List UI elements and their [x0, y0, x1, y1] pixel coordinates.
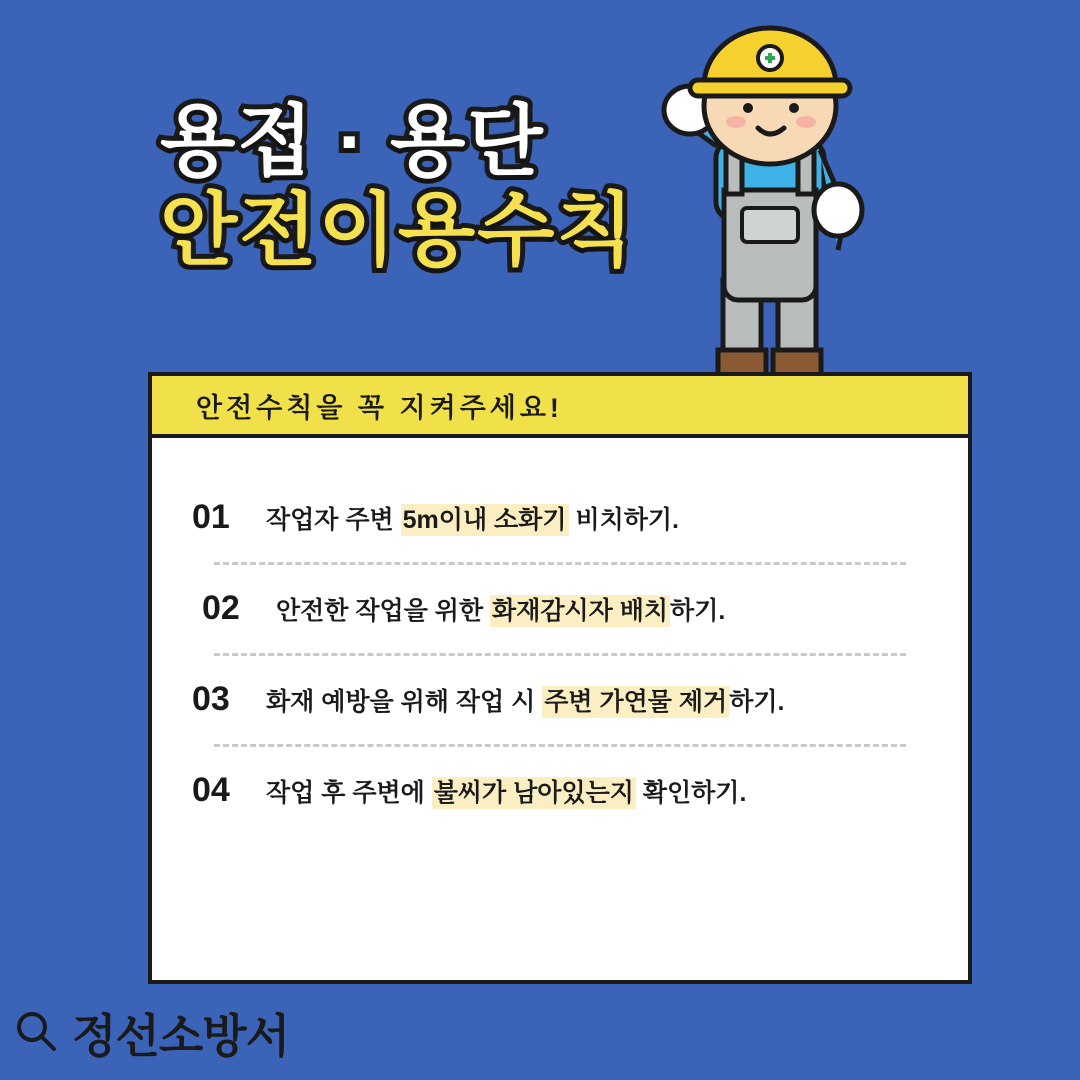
rule-number: 03: [192, 680, 230, 718]
rule-number: 02: [202, 589, 240, 627]
rule-text: [266, 503, 679, 538]
safety-rules-card: [148, 372, 972, 984]
search-icon: [14, 1009, 58, 1058]
rule-divider: [214, 653, 906, 656]
rule-text: [266, 685, 784, 720]
rules-list: [152, 438, 968, 817]
rule-number: 04: [192, 771, 230, 809]
rule-text-post: 비치하기.: [568, 506, 679, 534]
rule-text-pre: 작업 후 주변에: [266, 779, 432, 807]
rule-text-pre: 작업자 주변: [266, 506, 401, 534]
card-header-text: 안전수칙을 꼭 지켜주세요!: [196, 392, 563, 423]
card-header-banner: [152, 376, 968, 438]
firefighter-worker-mascot-illustration: [620, 10, 920, 430]
rule-text-pre: 안전한 작업을 위한: [276, 597, 491, 625]
rule-item: [192, 492, 928, 544]
rule-item: [192, 674, 928, 726]
footer: [14, 1000, 289, 1066]
rule-text-post: 하기.: [670, 597, 726, 625]
rule-divider: [214, 562, 906, 565]
rule-text-highlight: 주변 가연물 제거: [544, 688, 728, 716]
title-line-2: 안전이용수칙: [160, 185, 636, 275]
rule-text-pre: 화재 예방을 위해 작업 시: [266, 688, 543, 716]
rule-text-post: 확인하기.: [635, 779, 747, 807]
title-line-1: 용접 · 용단: [160, 97, 545, 185]
rule-number: 01: [192, 498, 230, 536]
rule-item: [192, 765, 928, 817]
rule-item: [202, 583, 928, 635]
rule-text-highlight: 5m이내 소화기: [402, 506, 567, 534]
rule-text: [266, 776, 746, 811]
organization-name: 정선소방서: [72, 1010, 290, 1062]
rule-text-highlight: 화재감시자 배치: [492, 597, 669, 625]
rule-divider: [214, 744, 906, 747]
rule-text-post: 하기.: [729, 688, 785, 716]
rule-text-highlight: 불씨가 남아있는지: [433, 779, 634, 807]
rule-text: [276, 594, 725, 629]
